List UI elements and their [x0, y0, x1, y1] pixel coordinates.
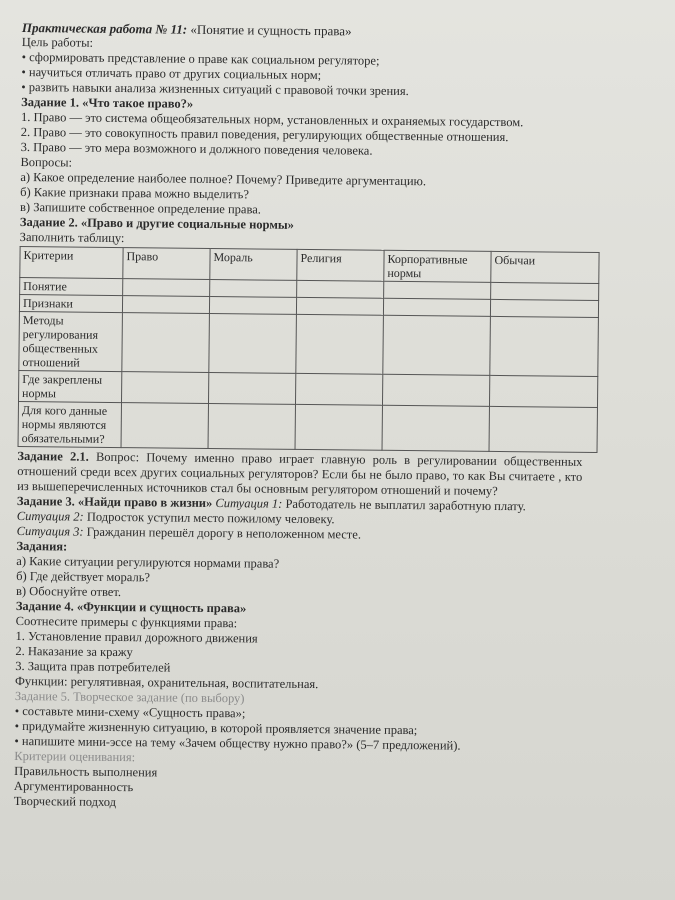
- criteria-item: Правильность выполнения: [14, 763, 158, 780]
- situation-text: Работодатель не выплатил заработную плату.: [285, 496, 526, 514]
- task1-question: а) Какое определение наиболее полное? Почему? Приведите аргументацию.: [20, 169, 427, 189]
- table-cell[interactable]: [209, 296, 296, 314]
- goal-heading: Цель работы:: [21, 34, 94, 50]
- task21-block: [17, 449, 582, 500]
- task4-example: 3. Защита прав потребителей: [15, 658, 171, 675]
- task3-heading: Задание 3. «Найди право в жизни»: [16, 493, 213, 511]
- criteria-heading: Критерии оценивания:: [14, 748, 136, 765]
- criteria-table: [18, 246, 600, 453]
- table-cell[interactable]: [489, 375, 597, 407]
- task5-item: • составьте мини-схему «Сущность права»;: [14, 703, 246, 721]
- task21-text: Вопрос: Почему именно право играет главную роль в регулировании общественных отношений среди всех других социальных регуляторов? Если бы не было право, то как Вы считаете , кто из вышеперечисленных источников стал бы основным регулятором отношений и почему?: [17, 449, 583, 499]
- table-header-cell: Мораль: [210, 248, 297, 280]
- task1-definition: 1. Право — это система общеобязательных норм, установленных и охраняемых государством.: [20, 109, 524, 130]
- table-cell[interactable]: [121, 372, 208, 404]
- situation-label: Ситуация 1:: [215, 496, 283, 511]
- table-cell[interactable]: [296, 314, 384, 374]
- task5-item: • придумайте жизненную ситуацию, в которой проявляется значение права;: [14, 718, 418, 738]
- goal-item: • научиться отличать право от других социальных норм;: [21, 64, 322, 83]
- criteria-item: Аргументированность: [13, 778, 134, 795]
- document-content: [14, 20, 622, 815]
- task1-questions-heading: Вопросы:: [20, 154, 73, 170]
- situation-text: Гражданин перешёл дорогу в неположенном месте.: [86, 524, 362, 542]
- table-header-cell: Обычаи: [491, 251, 599, 283]
- task1-definition: 3. Право — это мера возможного и должного поведения человека.: [20, 139, 373, 158]
- task2-heading: Задание 2. «Право и другие социальные нормы»: [19, 214, 294, 232]
- goal-item: • сформировать представление о праве как социальном регуляторе;: [21, 49, 380, 68]
- table-cell[interactable]: [383, 298, 490, 316]
- task4-functions: Функции: регулятивная, охранительная, воспитательная.: [15, 673, 319, 692]
- task21-label: Задание 2.1.: [17, 448, 89, 464]
- table-cell[interactable]: [121, 403, 208, 449]
- table-cell[interactable]: [296, 297, 383, 315]
- table-row: [18, 401, 597, 452]
- task4-example: 1. Установление правил дорожного движения: [15, 628, 258, 646]
- task1-heading: Задание 1. «Что такое право?»: [21, 94, 194, 111]
- table-header-cell: Право: [123, 248, 210, 280]
- task4-heading: Задание 4. «Функции и сущность права»: [15, 598, 247, 616]
- table-cell[interactable]: [297, 280, 384, 298]
- title-label: Практическая работа № 11:: [21, 20, 188, 37]
- table-header-cell: Корпоративные нормы: [384, 250, 491, 282]
- situation-label: Ситуация 2:: [16, 508, 84, 524]
- table-row: [19, 311, 599, 376]
- task3-subheading: Задания:: [16, 538, 68, 554]
- goal-item: • развить навыки анализа жизненных ситуаций с правовой точки зрения.: [21, 79, 409, 99]
- table-cell[interactable]: [491, 282, 599, 300]
- table-cell[interactable]: [208, 403, 295, 449]
- table-cell[interactable]: [123, 279, 210, 297]
- title-name: «Понятие и сущность права»: [190, 21, 352, 39]
- task2-instruction: Заполнить таблицу:: [19, 229, 125, 246]
- table-cell[interactable]: [295, 373, 382, 405]
- table-cell[interactable]: [122, 296, 209, 314]
- task5-item: • напишите мини-эссе на тему «Зачем обществу нужно право?» (5–7 предложений).: [14, 733, 461, 753]
- table-cell[interactable]: [382, 374, 489, 406]
- situation-text: Подросток уступил место пожилому человеку.: [86, 509, 335, 527]
- table-cell[interactable]: [210, 279, 297, 297]
- table-row-label: Признаки: [19, 294, 122, 312]
- table-cell[interactable]: [295, 404, 382, 450]
- table-cell[interactable]: [122, 313, 210, 373]
- table-row-label: Понятие: [20, 277, 123, 295]
- table-header-cell: Религия: [297, 249, 384, 281]
- task4-example: 2. Наказание за кражу: [15, 643, 133, 660]
- task4-instruction: Соотнесите примеры с функциями права:: [15, 613, 238, 631]
- table-cell[interactable]: [208, 372, 295, 404]
- situation-label: Ситуация 3:: [16, 523, 84, 539]
- table-cell[interactable]: [383, 315, 491, 375]
- task1-question: в) Запишите собственное определение права.: [19, 199, 261, 217]
- table-cell[interactable]: [209, 313, 297, 373]
- task3-question: б) Где действует мораль?: [16, 568, 151, 585]
- table-row-label: Для кого данные нормы являются обязательными?: [18, 401, 121, 447]
- table-row-label: Где закреплены нормы: [19, 370, 122, 402]
- task3-question: в) Обоснуйте ответ.: [15, 583, 122, 600]
- table-cell[interactable]: [490, 299, 598, 317]
- task5-heading: Задание 5. Творческое задание (по выбору): [14, 688, 245, 706]
- table-row-label: Методы регулирования общественных отношений: [19, 311, 123, 371]
- table-cell[interactable]: [382, 405, 489, 451]
- criteria-item: Творческий подход: [13, 793, 117, 810]
- table-cell[interactable]: [490, 316, 599, 376]
- task1-question: б) Какие признаки права можно выделить?: [20, 184, 250, 202]
- task3-question: а) Какие ситуации регулируются нормами права?: [16, 553, 280, 571]
- table-header-cell: Критерии: [20, 246, 123, 278]
- task1-definition: 2. Право — это совокупность правил поведения, регулирующих общественные отношения.: [20, 124, 509, 145]
- table-cell[interactable]: [384, 281, 491, 299]
- table-cell[interactable]: [489, 406, 597, 452]
